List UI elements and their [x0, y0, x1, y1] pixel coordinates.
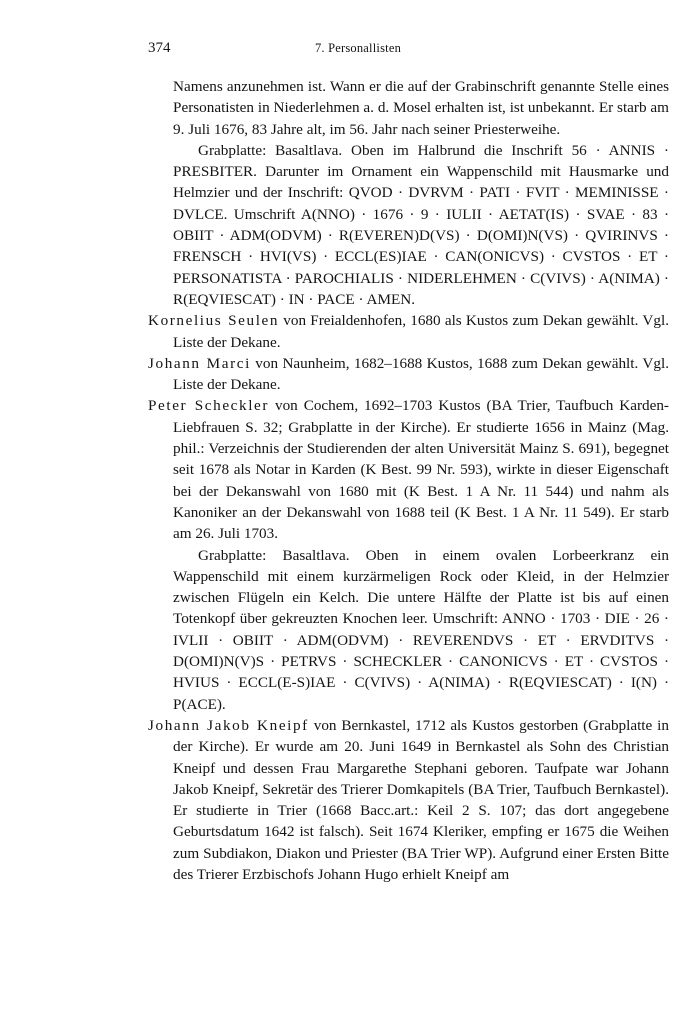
- paragraph-scheckler-gravestone: Grabplatte: Basaltlava. Oben in einem ovalen Lorbeerkranz ein Wappenschild mit einem kurzärmeligen Rock oder Kleid, in der Helmzier zwischen Flügeln ein Kelch. Die untere Hälfte der Platte ist bis auf einen Totenkopf über gekreuzten Knochen leer. Umschrift: ANNO · 1703 · DIE · 26 · IVLII · OBIIT · ADM(ODVM) · REVERENDVS · ET · ERVDITVS · D(OMI)N(V)S · PETRVS · SCHECKLER · CANONICVS · ET · CVSTOS · HVIUS · ECCL(E-S)IAE · C(VIVS) · A(NIMA) · R(EQVIESCAT) · I(N) · P(ACE).: [173, 546, 669, 713]
- paragraph-frensch-gravestone: Grabplatte: Basaltlava. Oben im Halbrund die Inschrift 56 · ANNIS · PRESBITER. Darunter im Ornament ein Wappenschild mit Hausmarke und Helmzier und der Inschrift: QVOD · DVRVM · PATI · FVIT · MEMINISSE · DVLCE. Umschrift A(NNO) · 1676 · 9 · IULII · AETAT(IS) · SVAE · 83 · OBIIT · ADM(ODVM) · R(EVEREN)D(VS) · D(OMI)N(VS) · QVIRINVS · FRENSCH · HVI(VS) · ECCL(ES)IAE · CAN(ONICVS) · CVSTOS · ET · PERSONATISTA · PAROCHIALIS · NIDERLEHMEN · C(VIVS) · A(NIMA) · R(EQVIESCAT) · IN · PACE · AMEN.: [173, 141, 669, 308]
- entry-text: von Cochem, 1692–1703 Kustos (BA Trier, Taufbuch Karden-Liebfrauen S. 32; Grabplatte in der Kirche). Er studierte 1656 in Mainz (Mag. phil.: Verzeichnis der Studierenden der alten Universität Mainz S. 691), begegnet seit 1678 als Notar in Karden (K Best. 99 Nr. 593), wirkte in dieser Eigenschaft bei der Dekanswahl von 1680 mit (K Best. 1 A Nr. 11 544) und nahm als Kanoniker an der Dekanswahl von 1688 teil (K Best. 1 A Nr. 11 549). Er starb am 26. Juli 1703.: [173, 397, 669, 543]
- entry-name: Kornelius Seulen: [148, 312, 280, 330]
- entry-kneipf: [148, 715, 669, 885]
- entry-name: Johann Marci: [148, 354, 251, 372]
- entry-name: Peter Scheckler: [148, 397, 270, 415]
- page-number: 374: [148, 40, 171, 56]
- entry-text: von Freialdenhofen, 1680 als Kustos zum Dekan gewählt. Vgl. Liste der Dekane.: [173, 312, 669, 351]
- entry-scheckler: [148, 395, 669, 544]
- running-head: 7. Personallisten: [314, 41, 402, 55]
- page-header: [148, 40, 568, 60]
- entry-name: Johann Jakob Kneipf: [148, 716, 309, 734]
- paragraph-frensch-biography: Namens anzunehmen ist. Wann er die auf der Grabinschrift genannte Stelle eines Personatisten in Niederlehmen a. d. Mosel erhalten ist, ist unbekannt. Er starb am 9. Juli 1676, 83 Jahre alt, im 56. Jahr nach seiner Priesterweihe.: [173, 78, 669, 138]
- entry-marci: [148, 353, 669, 396]
- page-body: [148, 76, 669, 885]
- entry-text: von Naunheim, 1682–1688 Kustos, 1688 zum Dekan gewählt. Vgl. Liste der Dekane.: [173, 354, 669, 394]
- entry-text: von Bernkastel, 1712 als Kustos gestorben (Grabplatte in der Kirche). Er wurde am 20. Juni 1649 in Bernkastel als Sohn des Christian Kneipf und dessen Frau Margarethe Stephani geboren. Taufpate war Johann Jakob Kneipf, Sekretär des Trierer Domkapitels (BA Trier, Taufbuch Bernkastel). Er studierte in Trier (1668 Bacc.art.: Keil 2 S. 107; das dort angegebene Geburtsdatum 1642 ist falsch). Seit 1674 Kleriker, empfing er 1675 die Weihen zum Subdiakon, Diakon und Priester (BA Trier WP). Aufgrund einer Ersten Bitte des Trierer Erzbischofs Johann Hugo erhielt Kneipf am: [173, 716, 669, 883]
- entry-seulen: [148, 310, 669, 353]
